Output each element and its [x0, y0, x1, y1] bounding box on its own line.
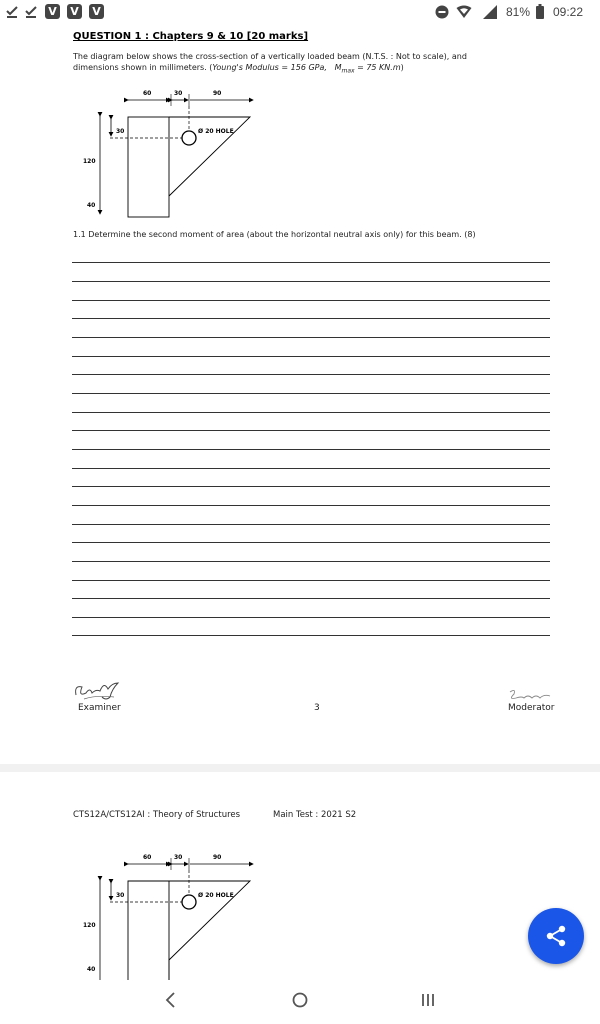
- question-1-1: 1.1 Determine the second moment of area (about the horizontal neutral axis only) for this beam. (8): [73, 230, 476, 239]
- answer-line: [72, 542, 550, 543]
- youngs-modulus: Young's Modulus = 156 GPa,: [212, 63, 327, 72]
- clock: 09:22: [553, 5, 584, 19]
- beam-diagram: [80, 86, 270, 226]
- dim-30-label: 30: [174, 90, 183, 97]
- app-notification-icon: V: [89, 4, 104, 19]
- beam-diagram-page2: [80, 850, 270, 980]
- page-number: 3: [314, 703, 320, 713]
- answer-line: [72, 374, 550, 375]
- hole-circle: [182, 131, 196, 145]
- dim-30-label: 30: [174, 854, 183, 861]
- moderator-label: Moderator: [508, 703, 555, 713]
- answer-line: [72, 337, 550, 338]
- dim-40-label: 40: [87, 202, 96, 209]
- intro-line-2: [73, 62, 553, 77]
- download-done-icon: [24, 5, 38, 19]
- home-nav-button[interactable]: [290, 990, 310, 1010]
- hole-label: Ø 20 HOLE: [198, 128, 234, 135]
- recents-nav-button[interactable]: [418, 990, 438, 1010]
- answer-line: [72, 580, 550, 581]
- answer-line: [72, 281, 550, 282]
- course-header: CTS12A/CTS12AI : Theory of Structures: [73, 810, 241, 820]
- answer-line: [72, 524, 550, 525]
- answer-line: [72, 561, 550, 562]
- share-button[interactable]: [528, 908, 584, 964]
- dim-30-vert-label: 30: [116, 128, 125, 135]
- battery-percent: 81%: [506, 5, 531, 19]
- answer-line: [72, 505, 550, 506]
- examiner-label: Examiner: [78, 703, 121, 713]
- question-intro: [73, 51, 553, 77]
- intro-prefix: dimensions shown in millimeters. (: [73, 63, 213, 72]
- answer-line: [72, 449, 550, 450]
- dim-90-label: 90: [213, 90, 222, 97]
- answer-line: [72, 486, 550, 487]
- mmax-subscript: max: [341, 67, 355, 75]
- intro-suffix: ): [400, 63, 404, 72]
- answer-line: [72, 468, 550, 469]
- hole-label: Ø 20 HOLE: [198, 892, 234, 899]
- answer-line: [72, 262, 550, 263]
- download-done-icon: [5, 5, 19, 19]
- do-not-disturb-icon: [435, 5, 449, 19]
- dim-90-label: 90: [213, 854, 222, 861]
- answer-line: [72, 300, 550, 301]
- mmax-symbol: M: [334, 63, 342, 72]
- hole-circle: [182, 895, 196, 909]
- dim-120-label: 120: [83, 158, 96, 165]
- question-title: QUESTION 1 : Chapters 9 & 10 [20 marks]: [73, 31, 309, 42]
- answer-line: [72, 356, 550, 357]
- dim-60-label: 60: [143, 854, 152, 861]
- app-notification-icon: V: [45, 4, 60, 19]
- moderator-signature: [506, 686, 554, 704]
- status-bar: [0, 0, 600, 24]
- dim-40-label: 40: [87, 966, 96, 973]
- answer-line: [72, 598, 550, 599]
- cell-signal-icon: [483, 5, 497, 19]
- back-nav-button[interactable]: [161, 990, 181, 1010]
- dim-120-label: 120: [83, 922, 96, 929]
- answer-line: [72, 412, 550, 413]
- share-icon: [528, 908, 584, 964]
- answer-line: [72, 617, 550, 618]
- dim-30-vert-label: 30: [116, 892, 125, 899]
- mmax-value: = 75 KN.m: [354, 63, 401, 72]
- answer-line: [72, 393, 550, 394]
- examiner-signature: [72, 677, 124, 703]
- dim-60-label: 60: [143, 90, 152, 97]
- beam-web: [128, 117, 169, 217]
- test-header: Main Test : 2021 S2: [273, 810, 357, 820]
- answer-line: [72, 318, 550, 319]
- page-divider: [0, 764, 600, 772]
- app-notification-icon: V: [67, 4, 82, 19]
- battery-icon: [536, 4, 544, 19]
- answer-line: [72, 635, 550, 636]
- wifi-icon: [456, 5, 472, 19]
- answer-line: [72, 430, 550, 431]
- intro-line-1: The diagram below shows the cross-section of a vertically loaded beam (N.T.S. : Not to scale), and: [73, 52, 467, 61]
